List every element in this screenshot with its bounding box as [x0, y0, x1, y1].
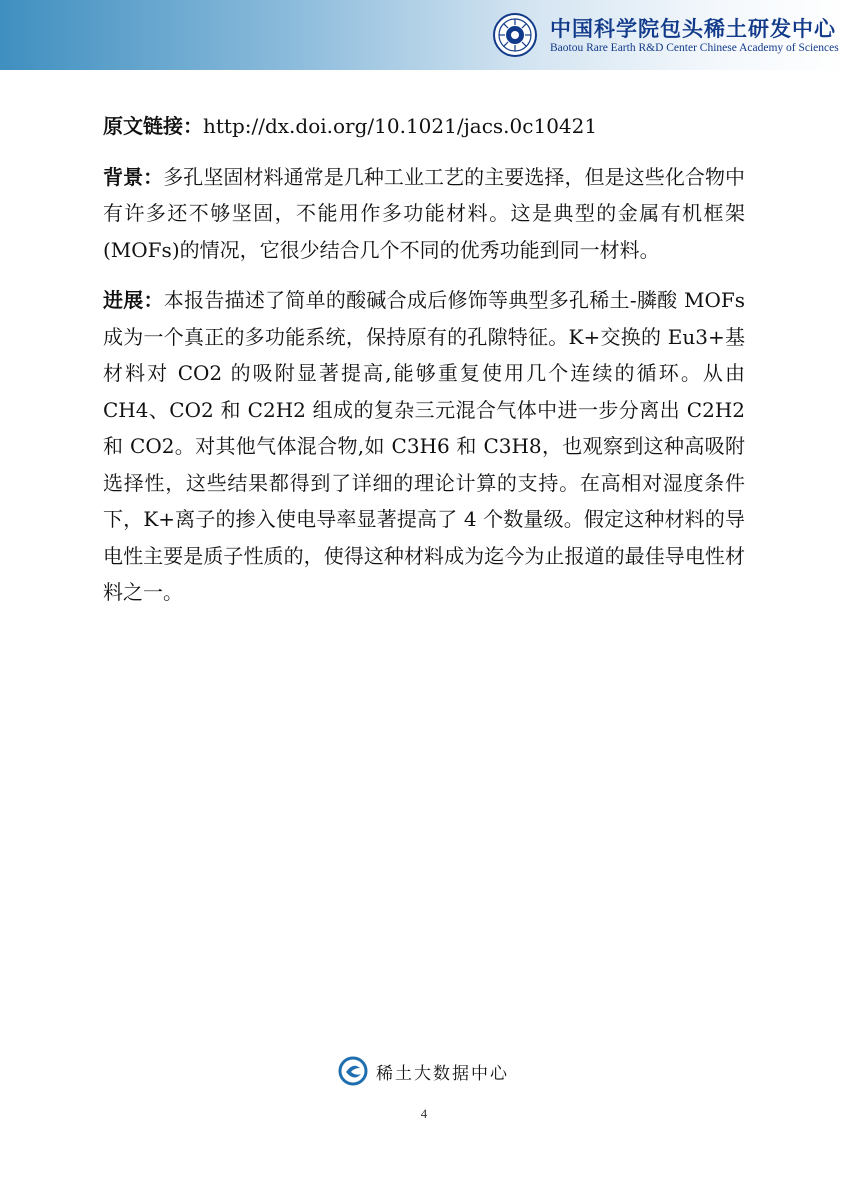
article-body [103, 108, 745, 625]
background-label: 背景： [103, 164, 164, 189]
background-text: 多孔坚固材料通常是几种工业工艺的主要选择，但是这些化合物中有许多还不够坚固，不能用作多功能材料。这是典型的金属有机框架(MOFs)的情况，它很少结合几个不同的优秀功能到同一材料。 [103, 164, 746, 262]
org-name-cn: 中国科学院包头稀土研发中心 [550, 17, 836, 41]
footer-brand [338, 1056, 509, 1086]
progress-label: 进展： [103, 288, 164, 312]
org-name-en: Baotou Rare Earth R&D Center Chinese Academy of Sciences [550, 42, 839, 54]
background-paragraph [103, 159, 745, 269]
page-number: 4 [420, 1106, 428, 1121]
footer-brand-text: 稀土大数据中心 [376, 1063, 509, 1084]
progress-paragraph [103, 282, 745, 611]
source-link-line [103, 108, 745, 145]
source-link-url[interactable]: http://dx.doi.org/10.1021/jacs.0c10421 [203, 114, 598, 138]
source-link-label: 原文链接： [103, 114, 203, 138]
header-banner [0, 0, 848, 70]
progress-text: 本报告描述了简单的酸碱合成后修饰等典型多孔稀土-膦酸 MOFs 成为一个真正的多功能系统，保持原有的孔隙特征。K+交换的 Eu3+基材料对 CO2 的吸附显著提高,能够重复使用几个连续的循环。从由 CH4、CO2 和 C2H2 组成的复杂三元混合气体中进一步分离出 C2H2 和 CO2。对其他气体混合物,如 C3H6 和 C3H8，也观察到这种高吸附选择性，这些结果都得到了详细的理论计算的支持。在高相对湿度条件下，K+离子的掺入使电导率显著提高了 4 个数量级。假定这种材料的导电性主要是质子性质的，使得这种材料成为迄今为止报道的最佳导电性材料之一。 [103, 288, 746, 604]
cas-emblem-icon [493, 13, 537, 57]
data-center-logo-icon [338, 1056, 368, 1086]
